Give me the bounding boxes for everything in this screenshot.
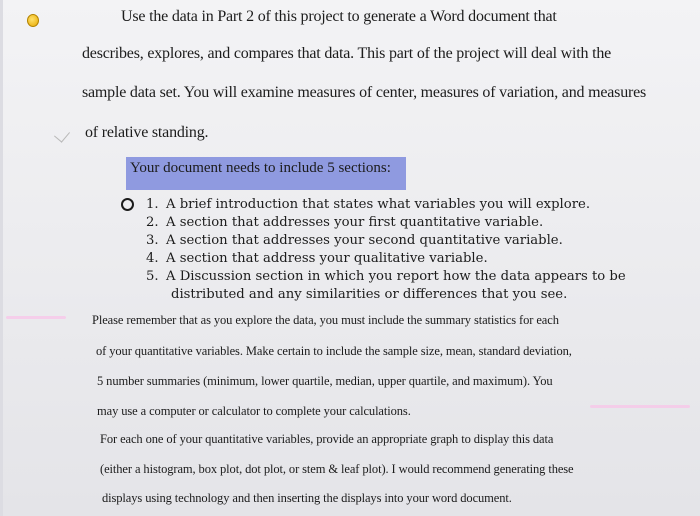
list-item [146,251,488,266]
paragraph1-line: describes, explores, and compares that data. This part of the project will deal with the [82,45,612,62]
paragraph2-line: displays using technology and then inserting the displays into your word document. [102,491,512,505]
list-item-continuation: distributed and any similarities or differences that you see. [171,287,568,302]
paragraph2-line: For each one of your quantitative variables, provide an appropriate graph to display this data [100,432,554,446]
list-item-number: 1. [146,197,159,212]
list-item [146,197,590,212]
radio-circle-icon [121,198,134,211]
decorative-mark [6,316,66,319]
list-item-text: A section that address your qualitative variable. [166,251,488,266]
list-item-number: 5. [146,269,159,284]
paragraph2-line: Please remember that as you explore the data, you must include the summary statistics for each [92,313,559,327]
paragraph2-line: of your quantitative variables. Make certain to include the sample size, mean, standard deviation, [96,344,572,358]
paragraph1-line: Use the data in Part 2 of this project to generate a Word document that [121,8,557,25]
checkmark-icon [54,126,70,142]
list-item-number: 4. [146,251,159,266]
list-item [146,215,543,230]
list-item-number: 3. [146,233,159,248]
page-edge [0,0,3,516]
list-item-text: A section that addresses your second quantitative variable. [166,233,563,248]
list-item-number: 2. [146,215,159,230]
paragraph1-line: of relative standing. [85,124,209,141]
decorative-mark [590,405,690,408]
list-item-text: A brief introduction that states what variables you will explore. [166,197,591,212]
sections-heading: Your document needs to include 5 sections: [126,157,406,190]
paragraph2-line: (either a histogram, box plot, dot plot, or stem & leaf plot). I would recommend generating these [100,462,574,476]
paragraph1-line: sample data set. You will examine measures of center, measures of variation, and measures [82,84,647,101]
list-item-text: A section that addresses your first quantitative variable. [166,215,544,230]
coin-icon [27,14,39,27]
paragraph2-line: may use a computer or calculator to complete your calculations. [97,404,411,418]
paragraph2-line: 5 number summaries (minimum, lower quartile, median, upper quartile, and maximum). You [97,374,553,388]
list-item-text: A Discussion section in which you report how the data appears to be [166,269,626,284]
list-item [146,233,563,248]
list-item [146,269,626,284]
